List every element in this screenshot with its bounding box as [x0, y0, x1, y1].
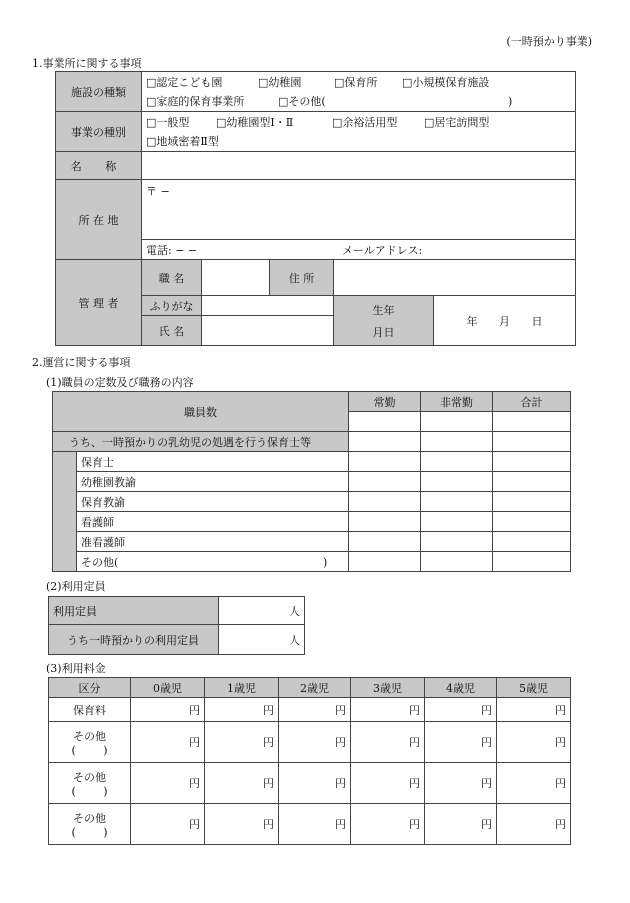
- fee-cell[interactable]: 円: [351, 763, 425, 804]
- postal-field[interactable]: 〒 −: [142, 180, 576, 240]
- fees-col-header: 2歳児: [279, 678, 351, 698]
- staff-cell[interactable]: [493, 412, 571, 432]
- staff-group-label: うち、一時預かりの乳幼児の処遇を行う保育士等: [53, 432, 349, 452]
- business-type-option[interactable]: □一般型: [146, 115, 190, 129]
- fee-cell[interactable]: 円: [131, 722, 205, 763]
- staff-cell[interactable]: [493, 532, 571, 552]
- facility-type-options-row2: [142, 92, 576, 112]
- birth-label-line2: 月日: [372, 325, 395, 339]
- staff-table: [52, 391, 571, 572]
- fee-cell[interactable]: 円: [279, 804, 351, 845]
- fee-row-label: [49, 804, 131, 845]
- facility-type-option[interactable]: □幼稚園: [258, 75, 302, 89]
- furigana-label: ふりがな: [142, 296, 202, 316]
- fee-row-label-paren[interactable]: ( ): [71, 825, 108, 839]
- staff-row-label: その他(: [81, 555, 119, 569]
- fee-row-label-paren[interactable]: ( ): [71, 784, 108, 798]
- fee-row-label-text: その他: [73, 729, 106, 743]
- fee-cell[interactable]: 円: [131, 804, 205, 845]
- staff-cell[interactable]: [421, 452, 493, 472]
- fee-cell[interactable]: 円: [205, 698, 279, 722]
- fee-row-label-text: その他: [73, 770, 106, 784]
- fee-cell[interactable]: 円: [131, 763, 205, 804]
- staff-indent: [53, 452, 77, 572]
- facility-type-option[interactable]: □家庭的保育事業所: [146, 95, 245, 109]
- business-type-option[interactable]: □幼稚園型Ⅰ・Ⅱ: [216, 115, 294, 129]
- fee-cell[interactable]: 円: [351, 722, 425, 763]
- fee-cell[interactable]: 円: [131, 698, 205, 722]
- capacity-value-unit[interactable]: 人: [219, 597, 305, 625]
- staff-cell[interactable]: [493, 512, 571, 532]
- fee-cell[interactable]: 円: [425, 722, 497, 763]
- staff-cell[interactable]: [493, 492, 571, 512]
- fees-col-header: 1歳児: [205, 678, 279, 698]
- staff-cell[interactable]: [349, 492, 421, 512]
- facility-type-option[interactable]: □小規模保育施設: [402, 75, 490, 89]
- staff-cell[interactable]: [421, 472, 493, 492]
- fee-cell[interactable]: 円: [425, 763, 497, 804]
- staff-cell[interactable]: [421, 432, 493, 452]
- position-label: 職 名: [142, 260, 202, 296]
- capacity-table: [48, 596, 305, 655]
- staff-other-close: ): [323, 555, 328, 569]
- fees-table: [48, 677, 571, 845]
- fee-cell[interactable]: 円: [279, 698, 351, 722]
- manager-address-field[interactable]: [334, 260, 576, 296]
- temp-capacity-label: うち一時預かりの利用定員: [49, 625, 219, 655]
- facility-type-options-row1: [142, 72, 576, 92]
- facility-type-label: 施設の種類: [56, 72, 142, 112]
- staff-cell[interactable]: [421, 552, 493, 572]
- capacity-label: 利用定員: [49, 597, 219, 625]
- staff-cell[interactable]: [493, 432, 571, 452]
- fees-col-header: 0歳児: [131, 678, 205, 698]
- email-field[interactable]: メールアドレス:: [342, 243, 423, 257]
- fee-cell[interactable]: 円: [351, 804, 425, 845]
- facility-table: [55, 71, 576, 346]
- position-field[interactable]: [202, 260, 270, 296]
- fee-row-label: 保育料: [49, 698, 131, 722]
- birth-date-field[interactable]: 年 月 日: [434, 296, 576, 346]
- fee-cell[interactable]: 円: [497, 722, 571, 763]
- business-type-options-row2: [142, 132, 576, 152]
- fee-cell[interactable]: 円: [279, 722, 351, 763]
- header-note: (一時預かり事業): [506, 35, 592, 48]
- fee-cell[interactable]: 円: [205, 722, 279, 763]
- business-type-option[interactable]: □居宅訪問型: [424, 115, 490, 129]
- fee-cell[interactable]: 円: [279, 763, 351, 804]
- staff-cell[interactable]: [421, 412, 493, 432]
- staff-heading: (1)職員の定数及び職務の内容: [46, 376, 194, 389]
- staff-row-other: [77, 552, 349, 572]
- address-short-label: 住 所: [270, 260, 334, 296]
- staff-cell[interactable]: [493, 552, 571, 572]
- staff-row-label: 幼稚園教諭: [77, 472, 349, 492]
- furigana-field[interactable]: [202, 296, 334, 316]
- staff-cell[interactable]: [421, 512, 493, 532]
- fee-row-label-text: その他: [73, 811, 106, 825]
- staff-col-header: 非常勤: [421, 392, 493, 412]
- manager-label: 管 理 者: [56, 260, 142, 346]
- business-type-option[interactable]: □地域密着Ⅱ型: [146, 135, 219, 149]
- birth-label-line1: 生年: [372, 303, 395, 317]
- contact-row: [142, 240, 576, 260]
- section2-heading: 2.運営に関する事項: [32, 356, 131, 369]
- name-field[interactable]: [142, 152, 576, 180]
- fees-col-header: 3歳児: [351, 678, 425, 698]
- staff-cell[interactable]: [421, 492, 493, 512]
- fee-row-label: [49, 763, 131, 804]
- staff-cell[interactable]: [349, 452, 421, 472]
- fee-cell[interactable]: 円: [497, 763, 571, 804]
- staff-row-label: 准看護師: [77, 532, 349, 552]
- staff-cell[interactable]: [421, 532, 493, 552]
- staff-cell[interactable]: [349, 512, 421, 532]
- fee-cell[interactable]: 円: [497, 804, 571, 845]
- birth-label: [334, 296, 434, 346]
- staff-cell[interactable]: [493, 452, 571, 472]
- facility-type-other-close: ): [508, 95, 513, 109]
- fullname-field[interactable]: [202, 316, 334, 346]
- fee-row-label-paren[interactable]: ( ): [71, 743, 108, 757]
- fee-cell[interactable]: 円: [205, 763, 279, 804]
- facility-type-option[interactable]: □認定こども園: [146, 75, 223, 89]
- name-label: 名 称: [56, 152, 142, 180]
- staff-row-label: 看護師: [77, 512, 349, 532]
- address-label: 所 在 地: [56, 180, 142, 260]
- facility-type-other-option[interactable]: □その他(: [278, 95, 326, 109]
- temp-capacity-value-unit[interactable]: 人: [219, 625, 305, 655]
- business-type-option[interactable]: □余裕活用型: [332, 115, 398, 129]
- section1-heading: 1.事業所に関する事項: [32, 57, 142, 70]
- staff-cell[interactable]: [349, 432, 421, 452]
- phone-field[interactable]: 電話: − −: [146, 243, 198, 257]
- staff-cell[interactable]: [349, 532, 421, 552]
- business-type-options-row1: [142, 112, 576, 132]
- fee-cell[interactable]: 円: [205, 804, 279, 845]
- fees-heading: (3)利用料金: [46, 662, 106, 675]
- fullname-label: 氏 名: [142, 316, 202, 346]
- staff-row-label: 保育士: [77, 452, 349, 472]
- fee-cell[interactable]: 円: [425, 804, 497, 845]
- staff-cell[interactable]: [493, 472, 571, 492]
- fee-cell[interactable]: 円: [351, 698, 425, 722]
- staff-col-header: 常勤: [349, 392, 421, 412]
- staff-cell[interactable]: [349, 472, 421, 492]
- fee-row-label: [49, 722, 131, 763]
- fees-col-header: 区分: [49, 678, 131, 698]
- fees-col-header: 5歳児: [497, 678, 571, 698]
- capacity-heading: (2)利用定員: [46, 580, 106, 593]
- fee-cell[interactable]: 円: [425, 698, 497, 722]
- staff-cell[interactable]: [349, 412, 421, 432]
- staff-count-label: 職員数: [53, 392, 349, 432]
- staff-row-label: 保育教諭: [77, 492, 349, 512]
- fee-cell[interactable]: 円: [497, 698, 571, 722]
- staff-col-header: 合計: [493, 392, 571, 412]
- fees-col-header: 4歳児: [425, 678, 497, 698]
- business-type-label: 事業の種別: [56, 112, 142, 152]
- staff-cell[interactable]: [349, 552, 421, 572]
- facility-type-option[interactable]: □保育所: [334, 75, 378, 89]
